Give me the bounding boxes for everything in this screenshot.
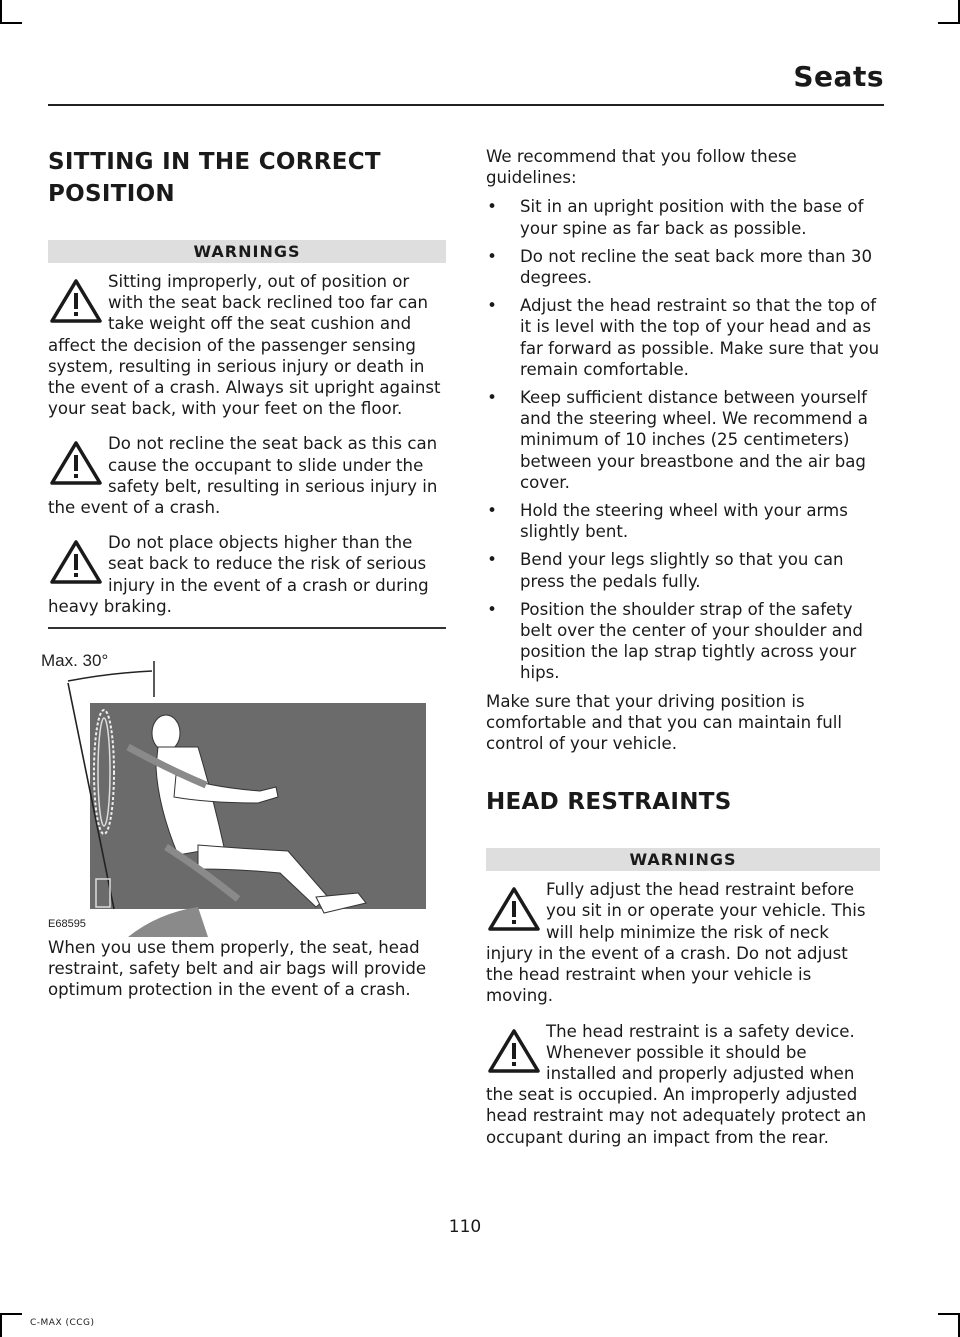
crop-mark [0, 22, 22, 24]
page-section-title: Seats [793, 60, 884, 93]
header-divider [48, 104, 884, 106]
warning-item [48, 433, 446, 518]
seat-recline-figure [41, 637, 446, 937]
page-number: 110 [448, 1217, 482, 1237]
warning-triangle-icon [48, 437, 108, 493]
intro-paragraph: We recommend that you follow these guidelines: [486, 147, 797, 188]
crop-mark [0, 1313, 22, 1315]
warning-item [486, 879, 880, 1006]
warnings-header: WARNINGS [486, 848, 880, 871]
warning-text: Sitting improperly, out of position or with the seat back reclined too far can take weight off the seat cushion and affect the decision of the passenger sensing system, resulting in serious injury or death in the event of a crash. Always sit upright against your seat back, with your feet on the floor. [48, 272, 441, 419]
list-item: • Bend your legs slightly so that you can press the pedals fully. [487, 550, 844, 591]
right-column [486, 146, 880, 1148]
list-item: • Adjust the head restraint so that the top of it is level with the top of your head and as far forward as possible. Make sure that you remain comfortable. [487, 296, 880, 379]
list-item: • Sit in an upright position with the base of your spine as far back as possible. [487, 197, 864, 238]
list-item: • Hold the steering wheel with your arms slightly bent. [487, 501, 848, 542]
warning-text: Fully adjust the head restraint before you sit in or operate your vehicle. This will help minimize the risk of neck injury in the event of a crash. Do not adjust the head restraint when your vehicle is moving. [486, 880, 866, 1006]
list-item: • Keep sufficient distance between yourself and the steering wheel. We recommend a minimum of 10 inches (25 centimeters) between your breastbone and the air bag cover. [487, 388, 868, 492]
warning-triangle-icon [486, 1025, 546, 1081]
closing-paragraph: Make sure that your driving position is comfortable and that you can maintain full control of your vehicle. [486, 691, 842, 754]
warnings-header: WARNINGS [48, 240, 446, 263]
warning-text: Do not recline the seat back as this can cause the occupant to slide under the safety belt, resulting in serious injury in the event of a crash. [48, 434, 438, 518]
warning-item [486, 1021, 880, 1148]
warning-triangle-icon [486, 883, 546, 939]
crop-mark [938, 22, 960, 24]
section-divider [48, 627, 446, 629]
figure-id: E68595 [48, 917, 86, 930]
section-heading: HEAD RESTRAINTS [486, 789, 732, 816]
section-heading-line1: SITTING IN THE CORRECT [48, 149, 381, 175]
warning-text: Do not place objects higher than the seat back to reduce the risk of serious injury in the event of a crash or during heavy braking. [48, 533, 429, 616]
section-heading-line2: POSITION [48, 181, 175, 207]
list-item: • Position the shoulder strap of the safety belt over the center of your shoulder and position the lap strap tightly across your hips. [487, 599, 863, 683]
figure-angle-label: Max. 30° [41, 650, 109, 670]
warning-triangle-icon [48, 275, 108, 331]
list-item: • Do not recline the seat back more than 30 degrees. [487, 246, 873, 288]
warning-triangle-icon [48, 536, 108, 592]
guidelines-list [486, 196, 880, 683]
warning-item [48, 532, 446, 617]
warning-item [48, 271, 446, 419]
footer-model-code: C-MAX (CCG) [30, 1318, 95, 1328]
warning-text: The head restraint is a safety device. Whenever possible it should be installed and properly adjusted when the seat is occupied. An improperly adjusted head restraint may not adequately protect an occupant during an impact from the rear. [486, 1021, 867, 1147]
crop-mark [938, 1313, 960, 1315]
crop-mark [0, 1315, 2, 1337]
crop-mark [0, 0, 2, 22]
left-column [41, 146, 446, 1000]
body-paragraph: When you use them properly, the seat, head restraint, safety belt and air bags will provide optimum protection in the event of a crash. [48, 937, 427, 999]
